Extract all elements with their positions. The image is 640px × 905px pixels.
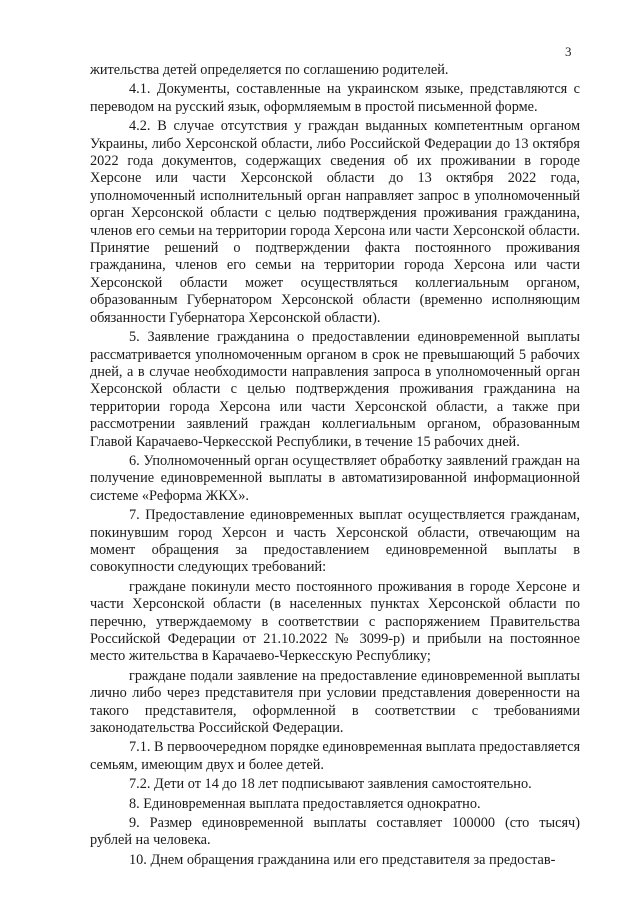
paragraph-7-requirement-2: граждане подали заявление на предоставление единовременной выплаты лично либо через представителя при условии представления доверенности на такого представителя, оформленной в соответствии с требованиями законодательства Российской Федерации. <box>90 667 580 737</box>
paragraph-5: 5. Заявление гражданина о предоставлении единовременной выплаты рассматривается уполномоченным органом в срок не превышающий 5 рабочих дней, а в случае необходимости направления запроса в уполномоченный орган Херсонской области с целью подтверждения проживания гражданина на территории города Херсона или части Херсонской области, а также при рассмотрении заявлений граждан коллегиальным органом, образованным Главой Карачаево-Черкесской Республики, в течение 15 рабочих дней. <box>90 329 580 450</box>
page-number: 3 <box>565 44 572 59</box>
paragraph-7-2: 7.2. Дети от 14 до 18 лет подписывают заявления самостоятельно. <box>129 776 532 793</box>
paragraph-7: 7. Предоставление единовременных выплат осуществляется гражданам, покинувшим город Херсон и часть Херсонской области, отвечающим на момент обращения за предоставлением единовременной выплаты в совокупности следующих требований: <box>90 507 580 576</box>
paragraph-7-1: 7.1. В первоочередном порядке единовременная выплата предоставляется семьям, имеющим двух и более детей. <box>90 739 581 773</box>
paragraph-10: 10. Днем обращения гражданина или его представителя за предостав- <box>129 851 556 868</box>
document-body <box>90 62 580 871</box>
paragraph-8: 8. Единовременная выплата предоставляется однократно. <box>129 795 481 812</box>
paragraph-9: 9. Размер единовременной выплаты составляет 100000 (сто тысяч) рублей на человека. <box>90 815 580 849</box>
paragraph-4-1: 4.1. Документы, составленные на украинском языке, представляются с переводом на русский язык, оформляемым в простой письменной форме. <box>90 81 580 115</box>
paragraph-6: 6. Уполномоченный орган осуществляет обработку заявлений граждан на получение единовременной выплаты в автоматизированной информационной системе «Реформа ЖКХ». <box>90 452 580 504</box>
paragraph-7-requirement-1: граждане покинули место постоянного проживания в городе Херсоне и части Херсонской области (в населенных пунктах Херсонской области по перечню, утверждаемому в соответствии с распоряжением Правительства Российской Федерации от 21.10.2022 № 3099-р) и прибыли на постоянное место жительства в Карачаево-Черкесскую Республику; <box>90 578 580 665</box>
paragraph-continuation: жительства детей определяется по соглашению родителей. <box>90 62 449 78</box>
paragraph-4-2: 4.2. В случае отсутствия у граждан выданных компетентным органом Украины, либо Херсонской области, либо Российской Федерации до 13 октября 2022 года документов, содержащих сведения об их проживании в городе Херсоне или части Херсонской области до 13 октября 2022 года, уполномоченный исполнительный орган направляет запрос в уполномоченный орган Херсонской области с целью подтверждения проживания гражданина, членов его семьи на территории города Херсона или части Херсонской области. Принятие решений о подтверждении факта постоянного проживания гражданина, членов его семьи на территории города Херсона или части Херсонской области может осуществляться коллегиальным органом, образованным Губернатором Херсонской области (временно исполняющим обязанности Губернатора Херсонской области). <box>90 118 580 326</box>
